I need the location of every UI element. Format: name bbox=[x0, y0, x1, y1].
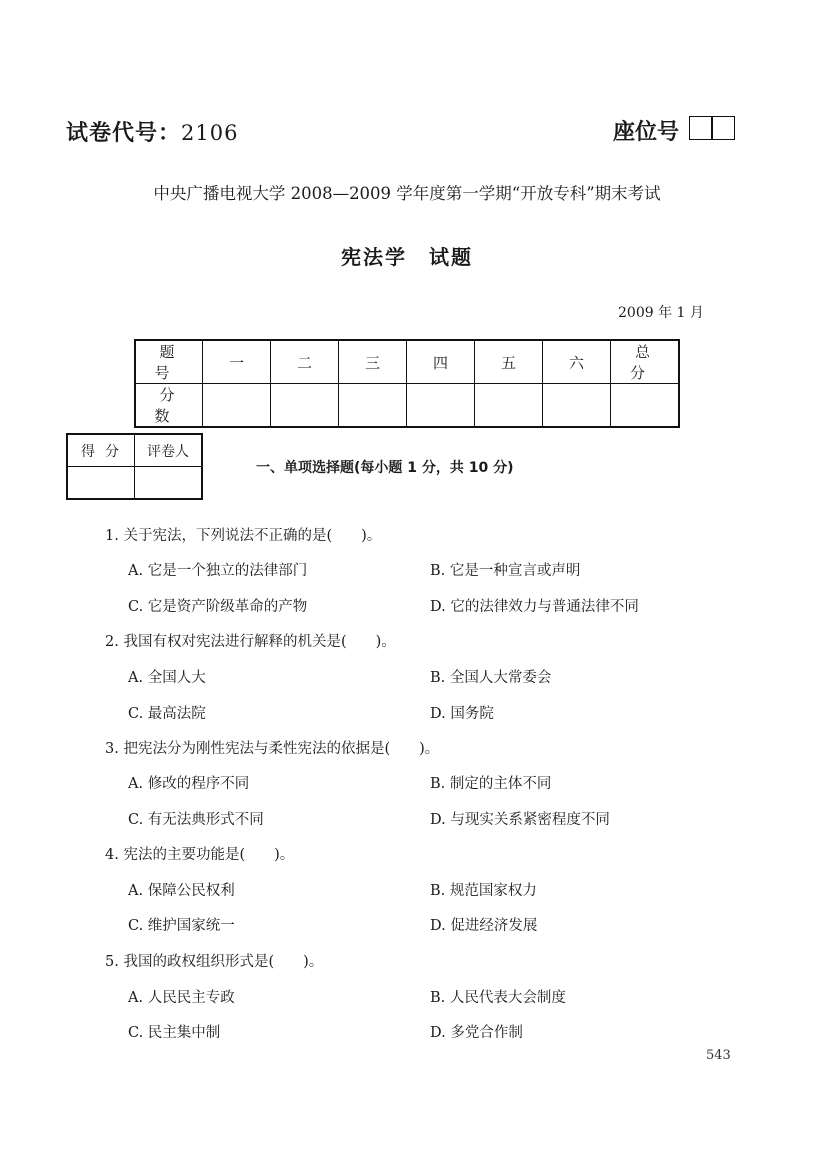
grader-score-cell[interactable] bbox=[67, 467, 135, 500]
paper-code-label: 试卷代号： bbox=[66, 121, 182, 146]
grader-table bbox=[66, 433, 203, 500]
score-header-cell: 二 bbox=[271, 340, 339, 384]
score-table-header-row bbox=[135, 340, 679, 384]
option-c: C. 有无法典形式不同 bbox=[128, 812, 264, 828]
score-input-cell[interactable] bbox=[611, 384, 680, 428]
question-stem: 2. 我国有权对宪法进行解释的机关是( )。 bbox=[105, 634, 396, 650]
paper-code-value: 2106 bbox=[181, 121, 239, 145]
option-c: C. 最高法院 bbox=[128, 706, 206, 722]
option-b: B. 制定的主体不同 bbox=[430, 776, 552, 792]
option-a: A. 全国人大 bbox=[128, 670, 206, 686]
question-stem: 5. 我国的政权组织形式是( )。 bbox=[105, 954, 324, 970]
option-c: C. 维护国家统一 bbox=[128, 918, 235, 934]
subject-title: 宪法学 试题 bbox=[341, 245, 473, 269]
section-title: 一、单项选择题(每小题 1 分，共 10 分) bbox=[256, 460, 514, 476]
score-header-cell: 题号 bbox=[135, 340, 203, 384]
grader-score-label: 得分 bbox=[67, 434, 135, 467]
option-d: D. 多党合作制 bbox=[430, 1025, 523, 1041]
option-b: B. 规范国家权力 bbox=[430, 883, 537, 899]
option-a: A. 它是一个独立的法律部门 bbox=[128, 563, 308, 579]
option-c: C. 它是资产阶级革命的产物 bbox=[128, 599, 308, 615]
question-stem: 1. 关于宪法，下列说法不正确的是( )。 bbox=[105, 528, 382, 544]
question-stem: 3. 把宪法分为刚性宪法与柔性宪法的依据是( )。 bbox=[105, 741, 440, 757]
score-input-cell[interactable] bbox=[339, 384, 407, 428]
score-header-cell: 五 bbox=[475, 340, 543, 384]
seat-box bbox=[689, 116, 713, 140]
seat-box bbox=[711, 116, 735, 140]
score-header-cell: 三 bbox=[339, 340, 407, 384]
score-header-cell: 六 bbox=[543, 340, 611, 384]
option-b: B. 全国人大常委会 bbox=[430, 670, 552, 686]
score-input-cell[interactable] bbox=[203, 384, 271, 428]
grader-table-input-row bbox=[67, 467, 202, 500]
option-b: B. 它是一种宣言或声明 bbox=[430, 563, 581, 579]
score-table bbox=[134, 339, 680, 428]
score-header-cell: 一 bbox=[203, 340, 271, 384]
question-stem: 4. 宪法的主要功能是( )。 bbox=[105, 847, 295, 863]
option-a: A. 人民民主专政 bbox=[128, 990, 235, 1006]
score-header-cell: 四 bbox=[407, 340, 475, 384]
exam-heading: 中央广播电视大学 2008—2009 学年度第一学期“开放专科”期末考试 bbox=[153, 184, 661, 203]
score-input-cell[interactable] bbox=[271, 384, 339, 428]
score-input-cell[interactable] bbox=[407, 384, 475, 428]
option-d: D. 促进经济发展 bbox=[430, 918, 538, 934]
paper-code bbox=[66, 116, 238, 147]
grader-name-label: 评卷人 bbox=[135, 434, 203, 467]
option-d: D. 它的法律效力与普通法律不同 bbox=[430, 599, 639, 615]
option-d: D. 国务院 bbox=[430, 706, 494, 722]
page-number: 543 bbox=[706, 1048, 731, 1063]
score-input-cell[interactable] bbox=[543, 384, 611, 428]
option-a: A. 保障公民权利 bbox=[128, 883, 235, 899]
score-header-cell: 总分 bbox=[611, 340, 680, 384]
score-input-cell[interactable] bbox=[475, 384, 543, 428]
option-c: C. 民主集中制 bbox=[128, 1025, 221, 1041]
score-row-label: 分数 bbox=[135, 384, 203, 428]
grader-table-header-row bbox=[67, 434, 202, 467]
grader-name-cell[interactable] bbox=[135, 467, 203, 500]
option-a: A. 修改的程序不同 bbox=[128, 776, 250, 792]
score-table-score-row bbox=[135, 384, 679, 428]
seat-number-boxes bbox=[690, 116, 735, 140]
exam-date: 2009 年 1 月 bbox=[618, 305, 704, 321]
option-d: D. 与现实关系紧密程度不同 bbox=[430, 812, 610, 828]
seat-number-label: 座位号 bbox=[613, 120, 680, 145]
option-b: B. 人民代表大会制度 bbox=[430, 990, 566, 1006]
